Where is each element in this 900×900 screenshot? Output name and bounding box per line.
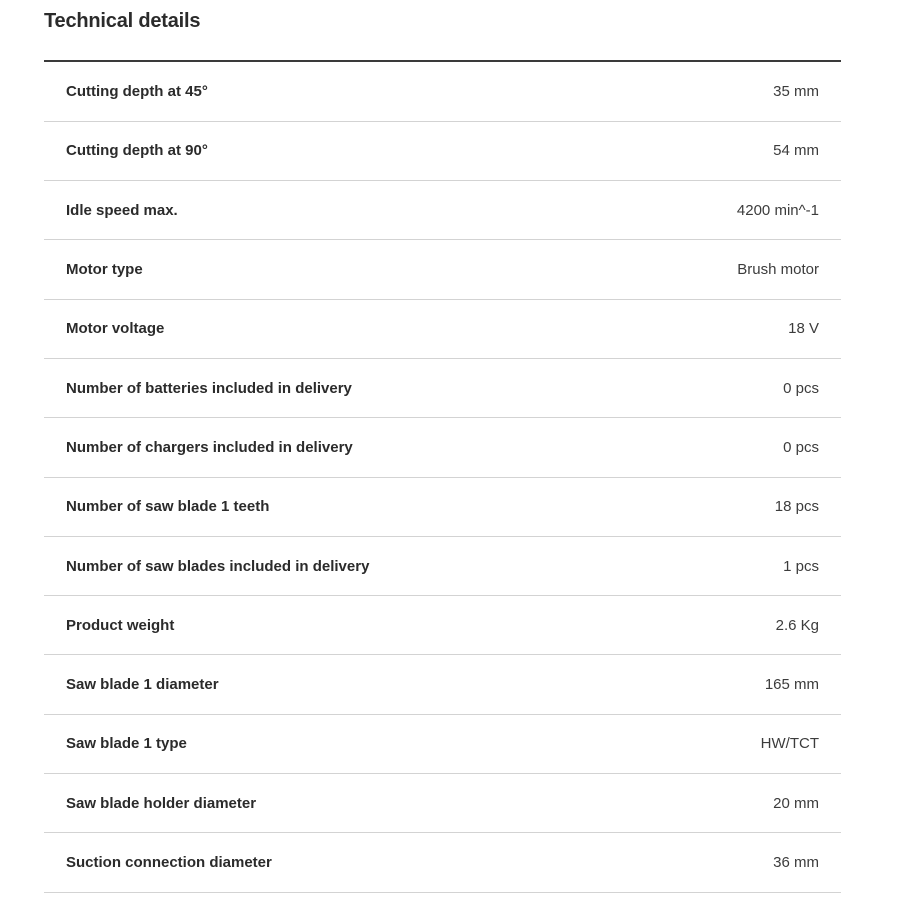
- spec-label: Number of batteries included in delivery: [66, 379, 352, 397]
- spec-value: 54 mm: [773, 142, 819, 160]
- spec-label: Number of chargers included in delivery: [66, 438, 353, 456]
- spec-row-motor-voltage: [44, 299, 841, 358]
- spec-row-idle-speed: [44, 181, 841, 240]
- spec-value: 0 pcs: [783, 438, 819, 456]
- spec-value: 18 pcs: [774, 498, 819, 516]
- spec-label: Idle speed max.: [66, 201, 178, 219]
- spec-label: Product weight: [66, 616, 175, 634]
- technical-details-section: [44, 0, 841, 871]
- spec-row-chargers-included: [44, 418, 841, 477]
- spec-value: 2.6 Kg: [775, 616, 819, 634]
- spec-label: Number of saw blade 1 teeth: [66, 498, 270, 516]
- spec-row-suction-connection-diameter: [44, 833, 841, 892]
- spec-row-cutting-depth-90: [44, 121, 841, 180]
- spec-table: [44, 62, 841, 893]
- spec-label: Saw blade 1 diameter: [66, 676, 219, 694]
- spec-value: Brush motor: [737, 261, 819, 279]
- spec-value: 165 mm: [764, 676, 819, 694]
- spec-value: 35 mm: [773, 82, 819, 100]
- spec-label: Suction connection diameter: [66, 854, 272, 871]
- spec-row-blade-teeth: [44, 477, 841, 536]
- spec-value: HW/TCT: [760, 735, 819, 753]
- spec-row-product-weight: [44, 596, 841, 655]
- spec-label: Cutting depth at 90°: [66, 142, 208, 160]
- spec-value: 20 mm: [773, 794, 819, 812]
- spec-value: 0 pcs: [783, 379, 819, 397]
- spec-label: Cutting depth at 45°: [66, 82, 208, 100]
- spec-row-blade-diameter: [44, 655, 841, 714]
- spec-row-motor-type: [44, 240, 841, 299]
- spec-value: 36 mm: [773, 854, 819, 871]
- spec-label: Saw blade holder diameter: [66, 794, 257, 812]
- spec-value: 4200 min^-1: [736, 201, 819, 219]
- spec-row-batteries-included: [44, 358, 841, 417]
- spec-row-blade-holder-diameter: [44, 774, 841, 833]
- section-title: Technical details: [44, 10, 201, 32]
- spec-row-blades-included: [44, 536, 841, 595]
- spec-label: Motor voltage: [66, 320, 165, 338]
- spec-value: 18 V: [788, 320, 819, 338]
- spec-value: 1 pcs: [783, 557, 819, 575]
- spec-row-blade-type: [44, 714, 841, 773]
- spec-label: Motor type: [66, 261, 143, 279]
- spec-label: Saw blade 1 type: [66, 735, 187, 753]
- spec-row-cutting-depth-45: [44, 62, 841, 121]
- spec-label: Number of saw blades included in delivery: [66, 557, 370, 575]
